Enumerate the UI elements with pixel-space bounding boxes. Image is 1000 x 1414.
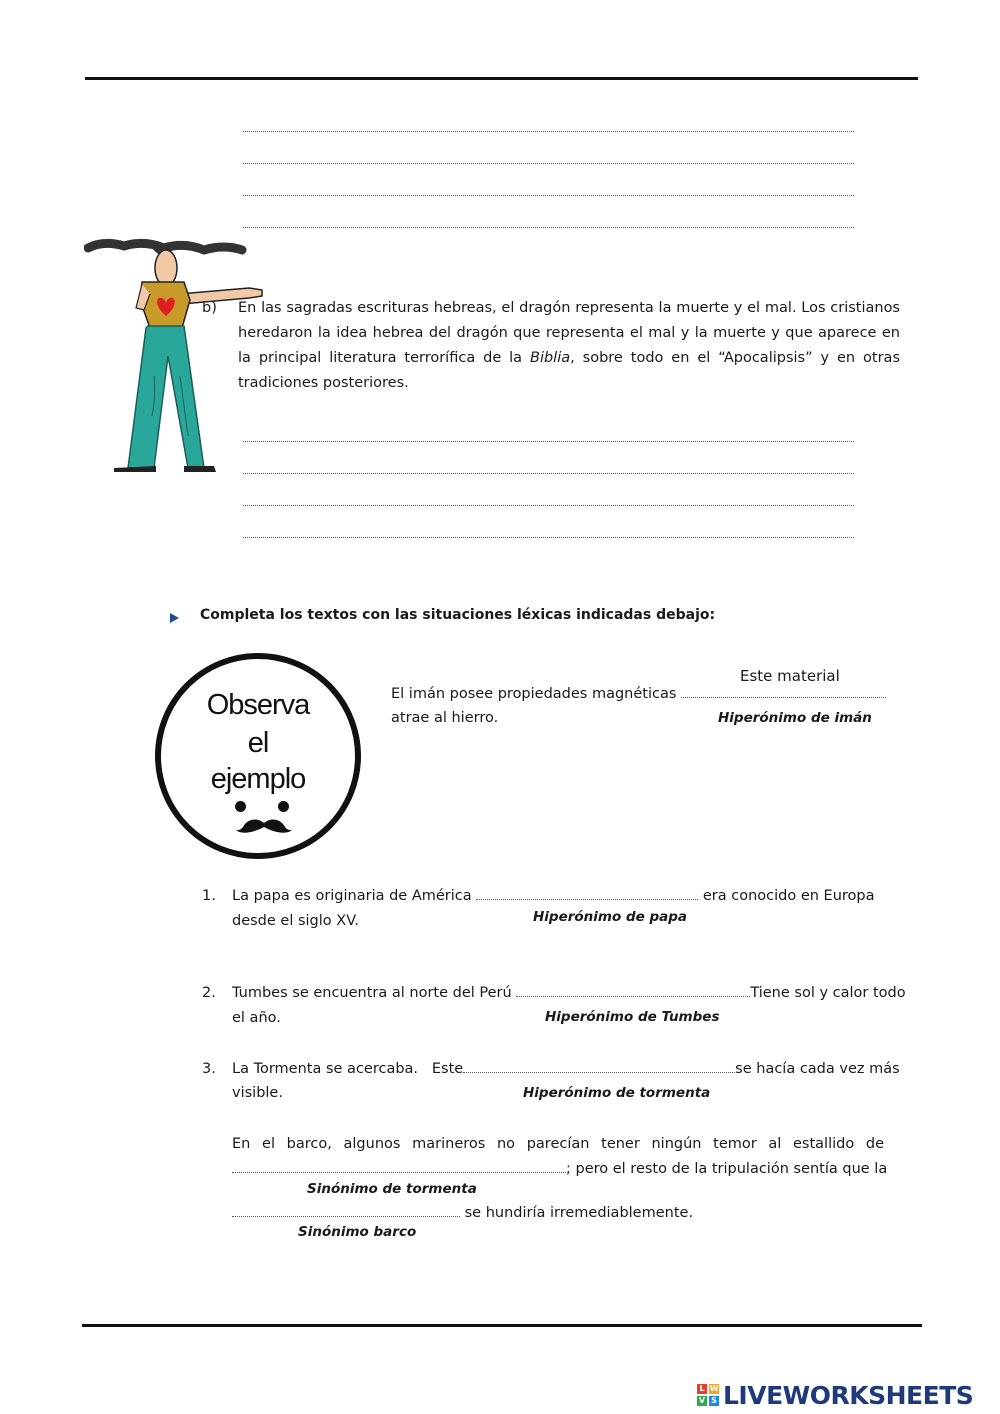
example-text-after: atrae al hierro. (391, 710, 499, 726)
answer-line[interactable] (243, 194, 854, 196)
paragraph-b (238, 296, 900, 396)
item-2-after: Tiene sol y calor todo (750, 985, 906, 1001)
bullet-arrow-icon (170, 613, 179, 623)
answer-line[interactable] (243, 504, 854, 506)
item-1-after: era conocido en Europa (702, 888, 875, 904)
extra-line-3 (232, 1201, 693, 1226)
paragraph-b-biblia: Biblia (530, 350, 571, 366)
item-1-hint: Hiperónimo de papa (533, 909, 688, 925)
answer-line[interactable] (243, 536, 854, 538)
instruction-heading: Completa los textos con las situaciones léxicas indicadas debajo: (200, 607, 716, 623)
example-hint: Hiperónimo de imán (718, 710, 872, 726)
extra-line-2-after: ; pero el resto de la tripulación sentía que la (566, 1161, 888, 1177)
item-3-before: La Tormenta se acercaba. Este (232, 1061, 464, 1077)
item-1-blank[interactable] (476, 886, 698, 900)
item-3-line2: visible. (232, 1085, 283, 1101)
eye-icon (278, 801, 289, 812)
item-2-blank[interactable] (516, 983, 750, 997)
logo-cell: L (697, 1384, 707, 1394)
logo-grid-icon (697, 1384, 719, 1406)
item-3-blank[interactable] (463, 1059, 735, 1073)
item-1-before: La papa es originaria de América (232, 888, 472, 904)
example-blank (681, 684, 886, 698)
liveworksheets-logo (697, 1378, 973, 1412)
answer-line[interactable] (243, 472, 854, 474)
mustache-icon (235, 817, 293, 835)
extra-hint-1: Sinónimo de tormenta (307, 1181, 477, 1197)
item-1-sentence (232, 884, 875, 909)
item-1-line2: desde el siglo XV. (232, 913, 359, 929)
badge-line-2: el (247, 727, 269, 759)
item-number: 3. (202, 1061, 216, 1077)
extra-blank-1[interactable] (232, 1159, 566, 1173)
logo-text: LIVEWORKSHEETS (723, 1380, 974, 1410)
example-badge (155, 653, 361, 859)
top-rule (85, 77, 918, 80)
logo-cell: W (709, 1384, 719, 1393)
logo-cell: V (698, 1396, 706, 1405)
item-2-before: Tumbes se encuentra al norte del Perú (232, 985, 512, 1001)
logo-cell: S (709, 1396, 719, 1406)
item-2-line2: el año. (232, 1010, 281, 1026)
paragraph-b-text: En las sagradas escrituras hebreas, el dragón representa la muerte y el mal. Los cristianos heredaron la idea hebrea del dragón que representa el mal y la muerte y que aparece en la principal literatura terrorífica de la (238, 300, 900, 366)
item-3-sentence (232, 1057, 900, 1082)
extra-hint-2: Sinónimo barco (298, 1224, 417, 1240)
item-number: 1. (202, 888, 216, 904)
bottom-rule (82, 1324, 922, 1327)
extra-line-3-after: se hundiría irremediablemente. (460, 1205, 694, 1221)
answer-line[interactable] (243, 162, 854, 164)
eye-icon (235, 801, 246, 812)
item-number: 2. (202, 985, 216, 1001)
extra-blank-2[interactable] (232, 1203, 460, 1217)
badge-line-3: ejemplo (210, 763, 306, 795)
example-answer: Este material (740, 667, 840, 685)
paragraph-b-text-end: , sobre todo en el “Apocalipsis” y en otras tradiciones posteriores. (238, 350, 900, 391)
item-2-sentence (232, 981, 906, 1006)
item-3-hint: Hiperónimo de tormenta (523, 1085, 711, 1101)
item-3-after: se hacía cada vez más (735, 1061, 900, 1077)
extra-line-1: En el barco, algunos marineros no parecían tener ningún temor al estallido de (232, 1136, 884, 1152)
item-label-b: b) (202, 300, 217, 316)
answer-line[interactable] (243, 226, 854, 228)
example-sentence (391, 682, 886, 707)
badge-line-1: Observa (206, 689, 310, 721)
item-2-hint: Hiperónimo de Tumbes (545, 1009, 720, 1025)
answer-line[interactable] (243, 440, 854, 442)
example-text-before: El imán posee propiedades magnéticas (391, 686, 677, 702)
extra-line-2 (232, 1157, 887, 1182)
answer-line[interactable] (243, 130, 854, 132)
